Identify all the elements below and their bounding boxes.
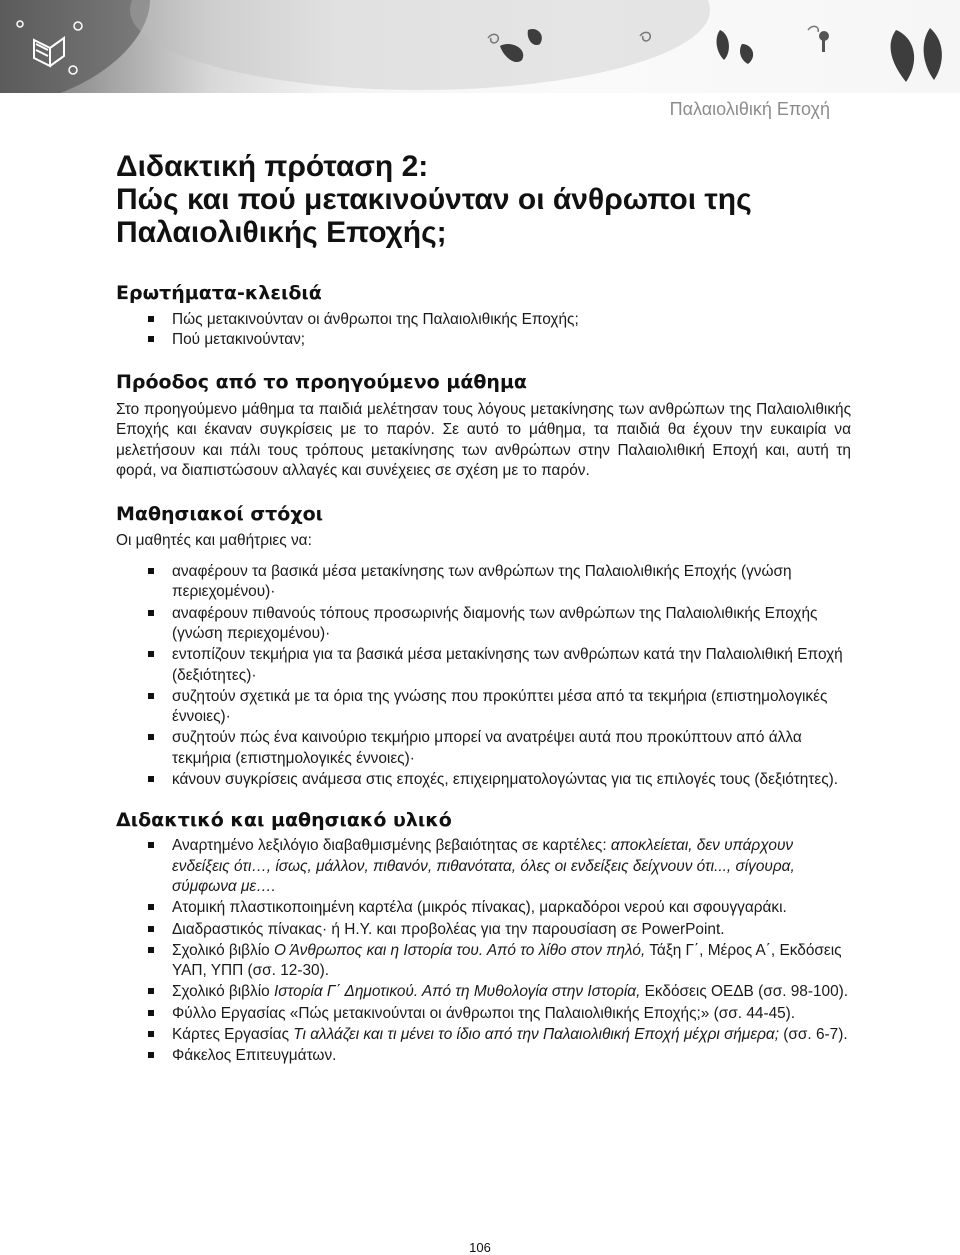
objectives-heading: Μαθησιακοί στόχοι — [116, 502, 324, 525]
title-line: Πώς και πού μετακινούνταν οι άνθρωποι της — [116, 183, 752, 216]
list-item: Φάκελος Επιτευγμάτων. — [172, 1046, 851, 1066]
list-item — [172, 982, 851, 1002]
list-item: Πού μετακινούνταν; — [172, 330, 851, 350]
item-text-italic: Ο Άνθρωπος και η Ιστορία του. Από το λίθο στον πηλό, — [273, 941, 646, 959]
list-item: συζητούν πώς ένα καινούριο τεκμήριο μπορεί να ανατρέψει αυτά που προκύπτουν από άλλα τεκμήρια (επιστημολογικές έννοιες)· — [172, 728, 851, 769]
objectives-intro: Οι μαθητές και μαθήτριες να: — [116, 531, 312, 549]
item-text-italic: αποκλείεται, δεν υπάρχουν ενδείξεις ότι…, ίσως, μάλλον, πιθανόν, πιθανότατα, όλες οι ενδείξεις δείχνουν ότι..., σίγουρα, σύμφωνα με…. — [172, 837, 795, 895]
item-text: Κάρτες Εργασίας — [172, 1026, 294, 1044]
list-item — [172, 1025, 851, 1045]
list-item — [172, 941, 851, 982]
item-text: Τάξη Γ΄, Μέρος Α΄, Εκδόσεις ΥΑΠ, ΥΠΠ (σσ. 12-30). — [172, 941, 842, 980]
materials-list — [116, 836, 851, 1066]
list-item: εντοπίζουν τεκμήρια για τα βασικά μέσα μετακίνησης των ανθρώπων κατά την Παλαιολιθική Εποχή (δεξιότητες)· — [172, 645, 851, 686]
section-title: Παλαιολιθική Εποχή — [669, 99, 830, 119]
item-text: Εκδόσεις ΟΕΔΒ (σσ. 98-100). — [640, 983, 849, 1001]
materials-heading: Διδακτικό και μαθησιακό υλικό — [116, 809, 452, 832]
stone-tool-image — [0, 0, 150, 93]
objectives-list — [116, 562, 851, 790]
list-item: Φύλλο Εργασίας «Πώς μετακινούνται οι άνθρωποι της Παλαιολιθικής Εποχής;» (σσ. 44-45). — [172, 1004, 851, 1024]
list-item: συζητούν σχετικά με τα όρια της γνώσης που προκύπτει μέσα από τα τεκμήρια (επιστημολογικές έννοιες)· — [172, 687, 851, 728]
stone-tool-image — [130, 0, 710, 90]
list-item: Ατομική πλαστικοποιημένη καρτέλα (μικρός πίνακας), μαρκαδόροι νερού και σφουγγαράκι. — [172, 898, 851, 918]
page-number: 106 — [469, 1240, 491, 1255]
item-text-italic: Ιστορία Γ΄ Δημοτικού. Από τη Μυθολογία στην Ιστορία, — [273, 983, 641, 1001]
list-item: αναφέρουν τα βασικά μέσα μετακίνησης των ανθρώπων της Παλαιολιθικής Εποχής (γνώση περιεχομένου)· — [172, 562, 851, 603]
key-questions-heading: Ερωτήματα-κλειδιά — [116, 282, 322, 304]
document-body — [116, 281, 851, 1067]
item-text: Αναρτημένο λεξιλόγιο διαβαθμισμένης βεβαιότητας σε καρτέλες: — [172, 837, 611, 855]
item-text: Σχολικό βιβλίο — [172, 941, 274, 959]
key-questions-list — [116, 310, 851, 351]
list-item: Διαδραστικός πίνακας· ή Η.Υ. και προβολέας για την παρουσίαση σε PowerPoint. — [172, 920, 851, 940]
title-line: Διδακτική πρόταση 2: — [116, 150, 429, 183]
item-text-italic: Τι αλλάζει και τι μένει το ίδιο από την Παλαιολιθική Εποχή μέχρι σήμερα; — [293, 1026, 779, 1044]
item-text: Σχολικό βιβλίο — [172, 983, 274, 1001]
list-item: αναφέρουν πιθανούς τόπους προσωρινής διαμονής των ανθρώπων της Παλαιολιθικής Εποχής (γνώση περιεχομένου)· — [172, 604, 851, 645]
list-item: κάνουν συγκρίσεις ανάμεσα στις εποχές, επιχειρηματολογώντας για τις επιλογές τους (δεξιότητες). — [172, 770, 851, 790]
page-title — [116, 150, 876, 249]
list-item — [172, 836, 851, 897]
pin-icon — [819, 31, 829, 52]
list-item: Πώς μετακινούνταν οι άνθρωποι της Παλαιολιθικής Εποχής; — [172, 310, 851, 330]
progress-paragraph: Στο προηγούμενο μάθημα τα παιδιά μελέτησαν τους λόγους μετακίνησης των ανθρώπων της Παλαιολιθικής Εποχής και έκαναν συγκρίσεις με το παρόν. Σε αυτό το μάθημα, τα παιδιά θα έχουν την ευκαιρία να μελετήσουν και πάλι τους τρόπους μετακίνησης των ανθρώπων στην Παλαιολιθική Εποχή και, αυτή τη φορά, να διαπιστώσουν αλλαγές και συνέχειες σε σχέση με το παρόν. — [116, 400, 851, 480]
progress-heading: Πρόοδος από το προηγούμενο μάθημα — [116, 370, 527, 393]
title-line: Παλαιολιθικής Εποχής; — [116, 216, 447, 249]
item-text: (σσ. 6-7). — [779, 1026, 848, 1044]
banner-decoration — [0, 0, 960, 93]
header-banner — [0, 0, 960, 93]
